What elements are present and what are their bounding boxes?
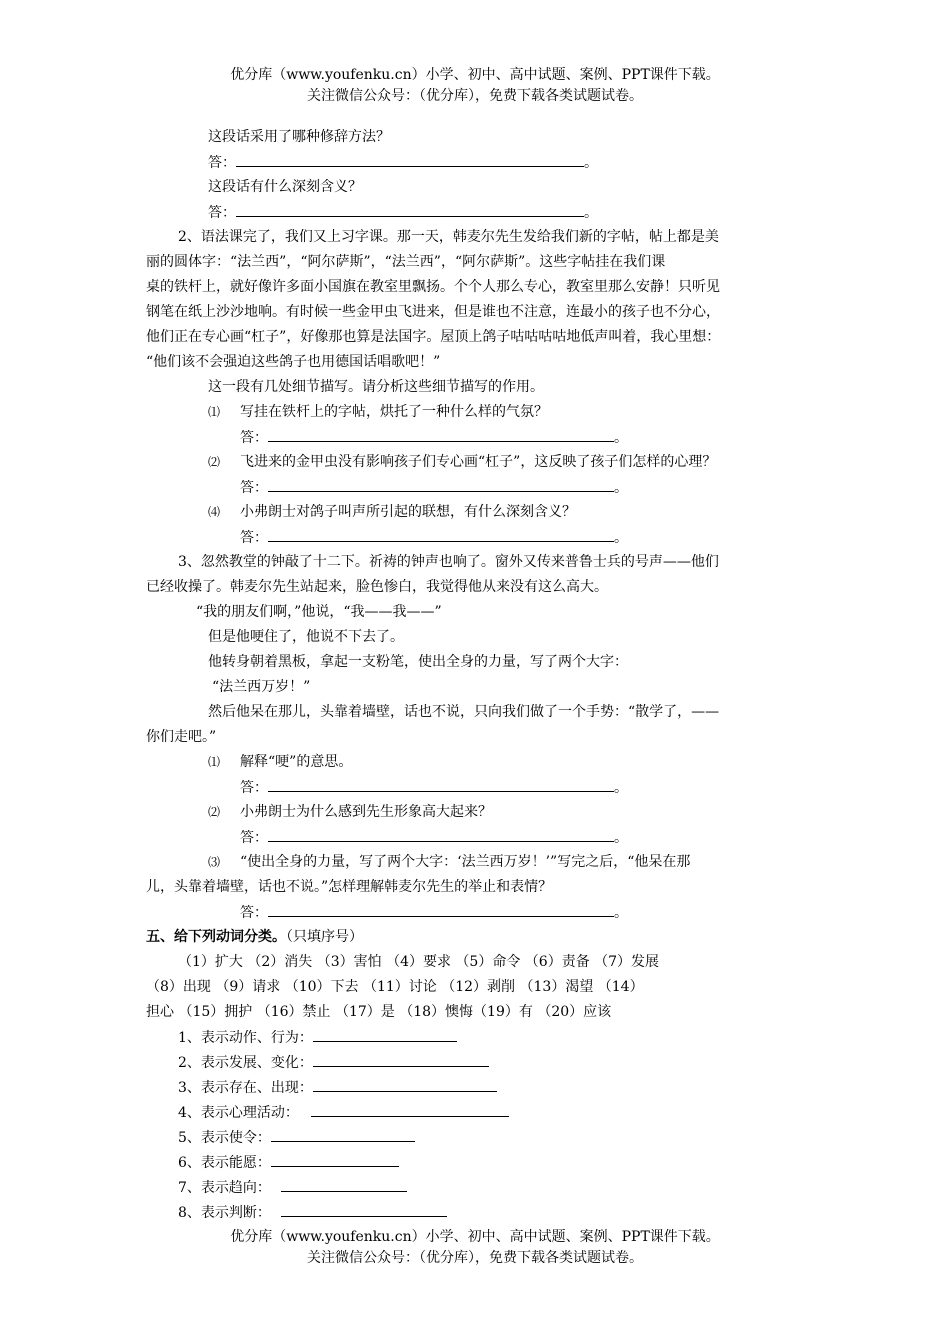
paragraph-2-intro: 这一段有几处细节描写。请分析这些细节描写的作用。 bbox=[208, 379, 544, 395]
answer-label: 答： bbox=[208, 155, 236, 171]
answer-blank[interactable] bbox=[268, 778, 614, 792]
question-text: 小弗朗士对鸽子叫声所引起的联想，有什么深刻含义？ bbox=[240, 504, 576, 520]
category-blank[interactable] bbox=[313, 1053, 489, 1067]
end-mark: 。 bbox=[584, 205, 598, 221]
category-blank[interactable] bbox=[313, 1028, 457, 1042]
answer-line bbox=[240, 478, 628, 497]
end-mark: 。 bbox=[614, 530, 628, 546]
category-blank[interactable] bbox=[281, 1203, 447, 1217]
footer-line-1: 优分库（www.youfenku.cn）小学、初中、高中试题、案例、PPT课件下载。 bbox=[230, 1229, 720, 1245]
question-number: ⑵ bbox=[208, 805, 221, 819]
answer-blank[interactable] bbox=[268, 428, 614, 442]
category-blank[interactable] bbox=[281, 1178, 407, 1192]
category-label: 1、表示动作、行为： bbox=[178, 1030, 313, 1046]
paragraph-3-line: “法兰西万岁！” bbox=[212, 679, 311, 695]
answer-blank[interactable] bbox=[268, 903, 614, 917]
answer-blank[interactable] bbox=[236, 153, 584, 167]
paragraph-3-line: “我的朋友们啊，”他说，“我——我——” bbox=[196, 604, 442, 620]
answer-blank[interactable] bbox=[268, 528, 614, 542]
question-text: “使出全身的力量，写了两个大字：‘法兰西万岁！’”写完之后，“他呆在那 bbox=[240, 854, 691, 870]
question-meaning: 这段话有什么深刻含义？ bbox=[208, 179, 362, 195]
answer-blank[interactable] bbox=[236, 203, 584, 217]
category-item bbox=[178, 1178, 407, 1197]
paragraph-3-line: 然后他呆在那儿，头靠着墙壁，话也不说，只向我们做了一个手势：“散学了，—— bbox=[208, 704, 720, 720]
answer-line bbox=[240, 903, 628, 922]
paragraph-3-line: 已经收操了。韩麦尔先生站起来，脸色惨白，我觉得他从来没有这么高大。 bbox=[146, 579, 608, 595]
category-item bbox=[178, 1028, 457, 1047]
answer-line bbox=[240, 778, 628, 797]
answer-line bbox=[240, 528, 628, 547]
answer-label: 答： bbox=[240, 480, 268, 496]
category-label: 3、表示存在、出现： bbox=[178, 1080, 313, 1096]
answer-label: 答： bbox=[240, 430, 268, 446]
word-list-line: （1）扩大 （2）消失 （3）害怕 （4）要求 （5）命令 （6）责备 （7）发展 bbox=[178, 954, 660, 970]
question-item bbox=[208, 403, 548, 421]
question-text: 小弗朗士为什么感到先生形象高大起来？ bbox=[240, 804, 492, 820]
question-item bbox=[208, 853, 690, 871]
category-item bbox=[178, 1203, 447, 1222]
category-blank[interactable] bbox=[313, 1078, 497, 1092]
answer-line bbox=[240, 428, 628, 447]
answer-blank[interactable] bbox=[268, 828, 614, 842]
question-item bbox=[208, 453, 716, 471]
end-mark: 。 bbox=[614, 430, 628, 446]
answer-label: 答： bbox=[240, 830, 268, 846]
question-text: 解释“哽”的意思。 bbox=[240, 754, 353, 770]
paragraph-3-line: 你们走吧。” bbox=[146, 729, 217, 745]
category-label: 5、表示使令： bbox=[178, 1130, 271, 1146]
end-mark: 。 bbox=[614, 780, 628, 796]
question-number: ⑴ bbox=[208, 405, 221, 419]
answer-blank[interactable] bbox=[268, 478, 614, 492]
category-blank[interactable] bbox=[271, 1153, 399, 1167]
paragraph-2-line: 钢笔在纸上沙沙地响。有时候一些金甲虫飞进来，但是谁也不注意，连最小的孩子也不分心， bbox=[146, 304, 720, 320]
answer-line bbox=[240, 828, 628, 847]
section-5-heading bbox=[146, 928, 363, 946]
paragraph-3-line: 但是他哽住了，他说不下去了。 bbox=[208, 629, 404, 645]
answer-label: 答： bbox=[240, 780, 268, 796]
category-blank[interactable] bbox=[271, 1128, 415, 1142]
end-mark: 。 bbox=[584, 155, 598, 171]
header-line-2: 关注微信公众号：（优分库），免费下载各类试题试卷。 bbox=[307, 88, 643, 104]
paragraph-2-line: “他们该不会强迫这些鸽子也用德国话唱歌吧！” bbox=[146, 354, 441, 370]
section-5-note: （只填序号） bbox=[286, 929, 363, 945]
word-list-line: 担心 （15）拥护 （16）禁止 （17）是 （18）懊悔（19）有 （20）应该 bbox=[146, 1004, 612, 1020]
end-mark: 。 bbox=[614, 830, 628, 846]
section-5-title: 五、给下列动词分类。 bbox=[146, 929, 286, 945]
category-label: 4、表示心理活动： bbox=[178, 1105, 299, 1121]
answer-label: 答： bbox=[208, 205, 236, 221]
answer-label: 答： bbox=[240, 530, 268, 546]
paragraph-2-line: 桌的铁杆上，就好像许多面小国旗在教室里飘扬。个个人那么专心，教室里那么安静！只听见 bbox=[146, 279, 720, 295]
question-rhetoric: 这段话采用了哪种修辞方法？ bbox=[208, 129, 390, 145]
answer-line bbox=[208, 153, 598, 172]
category-item bbox=[178, 1078, 497, 1097]
paragraph-2-line: 丽的圆体字：“法兰西”，“阿尔萨斯”，“法兰西”，“阿尔萨斯”。这些字帖挂在我们课 bbox=[146, 254, 666, 270]
question-text: 飞进来的金甲虫没有影响孩子们专心画“杠子”，这反映了孩子们怎样的心理？ bbox=[240, 454, 717, 470]
end-mark: 。 bbox=[614, 905, 628, 921]
category-label: 7、表示趋向： bbox=[178, 1180, 271, 1196]
question-item bbox=[208, 803, 492, 821]
question-number: ⑶ bbox=[208, 855, 221, 869]
question-item bbox=[208, 503, 576, 521]
question-continuation: 儿，头靠着墙壁，话也不说。”怎样理解韩麦尔先生的举止和表情？ bbox=[146, 879, 553, 895]
category-item bbox=[178, 1153, 399, 1172]
category-label: 6、表示能愿： bbox=[178, 1155, 271, 1171]
question-number: ⑴ bbox=[208, 755, 221, 769]
category-blank[interactable] bbox=[311, 1103, 509, 1117]
question-text: 写挂在铁杆上的字帖，烘托了一种什么样的气氛？ bbox=[240, 404, 548, 420]
question-number: ⑵ bbox=[208, 455, 221, 469]
end-mark: 。 bbox=[614, 480, 628, 496]
category-label: 2、表示发展、变化： bbox=[178, 1055, 313, 1071]
paragraph-2-line: 2、语法课完了，我们又上习字课。那一天，韩麦尔先生发给我们新的字帖，帖上都是美 bbox=[178, 229, 719, 245]
answer-label: 答： bbox=[240, 905, 268, 921]
question-item bbox=[208, 753, 352, 771]
word-list-line: （8）出现 （9）请求 （10）下去 （11）讨论 （12）剥削 （13）渴望 （14） bbox=[146, 979, 644, 995]
category-item bbox=[178, 1103, 509, 1122]
category-item bbox=[178, 1053, 489, 1072]
answer-line bbox=[208, 203, 598, 222]
category-label: 8、表示判断： bbox=[178, 1205, 271, 1221]
question-number: ⑷ bbox=[208, 505, 221, 519]
category-item bbox=[178, 1128, 415, 1147]
header-line-1: 优分库（www.youfenku.cn）小学、初中、高中试题、案例、PPT课件下载。 bbox=[230, 67, 720, 83]
paragraph-3-line: 他转身朝着黑板，拿起一支粉笔，使出全身的力量，写了两个大字： bbox=[208, 654, 628, 670]
footer-line-2: 关注微信公众号：（优分库），免费下载各类试题试卷。 bbox=[307, 1250, 643, 1266]
paragraph-3-line: 3、忽然教堂的钟敲了十二下。祈祷的钟声也响了。窗外又传来普鲁士兵的号声——他们 bbox=[178, 554, 719, 570]
paragraph-2-line: 他们正在专心画“杠子”，好像那也算是法国字。屋顶上鸽子咕咕咕咕地低声叫着，我心里想： bbox=[146, 329, 721, 345]
